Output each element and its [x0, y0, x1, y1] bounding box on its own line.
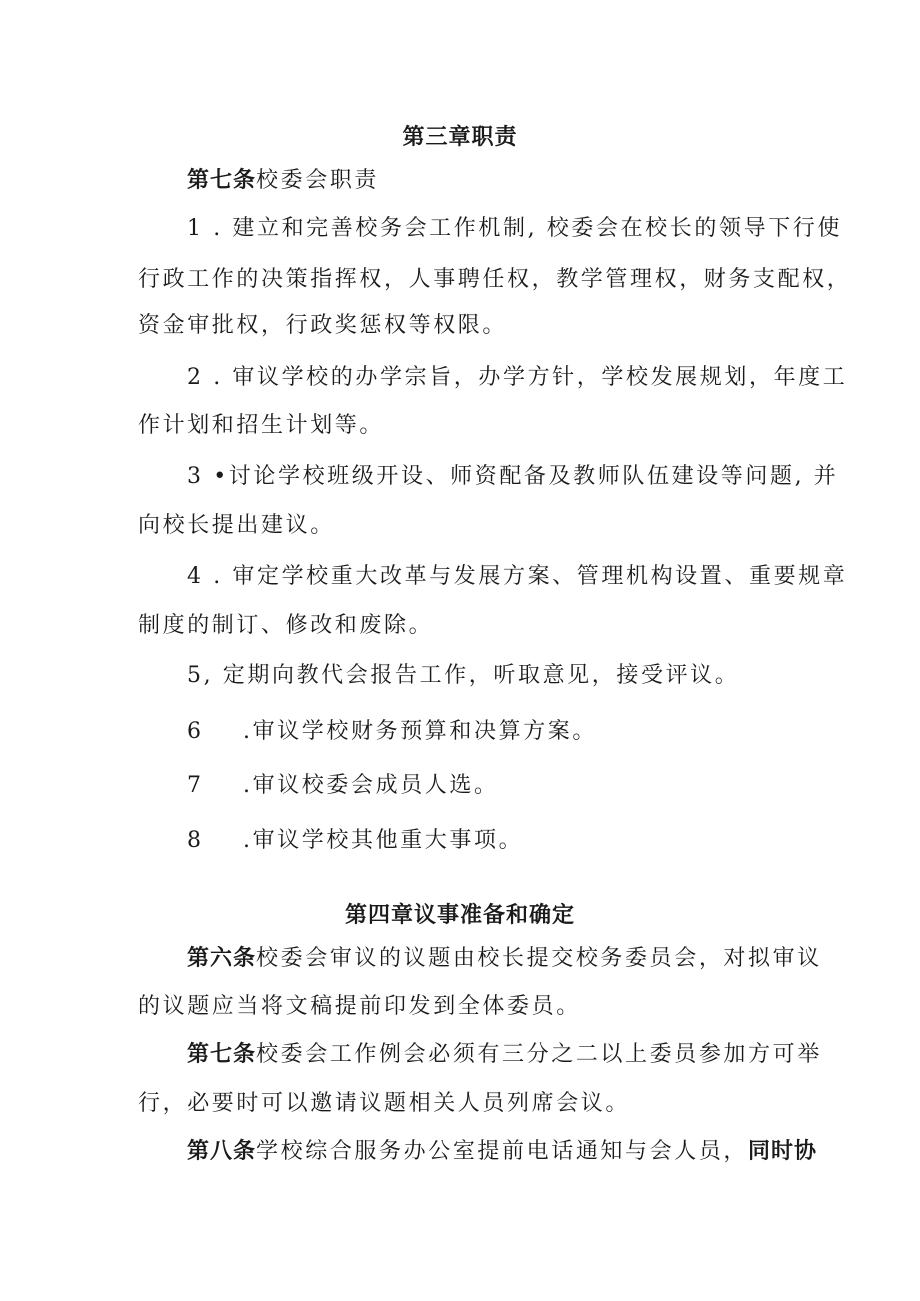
- item-6-text: .审议学校财务预算和决算方案。: [243, 719, 597, 744]
- article-7b-label: 第七条: [187, 1042, 257, 1067]
- article-8-bold-text: 同时协: [748, 1139, 818, 1164]
- article-6-text: 校委会审议的议题由校长提交校务委员会，对拟审议: [256, 946, 822, 971]
- item-4-line-1: 4 . 审定学校重大改革与发展方案、管理机构设置、重要规章: [187, 564, 848, 589]
- item-1-line-3: 资金审批权，行政奖惩权等权限。: [138, 313, 508, 338]
- item-3-line-2: 向校长提出建议。: [138, 513, 335, 538]
- article-7-label: 第七条: [187, 168, 257, 193]
- article-7b-line-1: [187, 1040, 847, 1070]
- item-4-line-2: 制度的制订、修改和废除。: [138, 613, 434, 638]
- item-5-line-1: 5, 定期向教代会报告工作，听取意见，接受评议。: [187, 663, 740, 688]
- chapter-3-title: 第三章职责: [402, 125, 518, 150]
- item-6-line: [187, 717, 847, 747]
- article-6-label: 第六条: [187, 946, 257, 971]
- item-7-number: 7: [187, 773, 204, 798]
- item-7-text: .审议校委会成员人选。: [243, 773, 499, 798]
- item-1-line-2: 行政工作的决策指挥权，人事聘任权，教学管理权，财务支配权，: [138, 267, 852, 292]
- item-2-line-2: 作计划和招生计划等。: [138, 413, 385, 438]
- chapter-4-title: 第四章议事准备和确定: [344, 903, 575, 928]
- item-6-number: 6: [187, 719, 204, 744]
- item-8-number: 8: [187, 828, 204, 853]
- article-7b-line-2: 行，必要时可以邀请议题相关人员列席会议。: [138, 1091, 631, 1116]
- item-8-line: [187, 826, 847, 856]
- article-7-text: 校委会职责: [256, 168, 380, 193]
- item-8-text: .审议学校其他重大事项。: [243, 828, 524, 853]
- article-6-line-2: 的议题应当将文稿提前印发到全体委员。: [138, 994, 581, 1019]
- article-8-label: 第八条: [187, 1139, 257, 1164]
- article-7b-text: 校委会工作例会必须有三分之二以上委员参加方可举: [256, 1042, 822, 1067]
- item-1-line-1: 1 . 建立和完善校务会工作机制, 校委会在校长的领导下行使: [187, 216, 842, 241]
- item-7-line: [187, 771, 847, 801]
- article-8-line-1: [187, 1137, 847, 1167]
- article-8-text: 学校综合服务办公室提前电话通知与会人员，: [256, 1139, 749, 1164]
- article-7-line: [187, 166, 847, 196]
- item-2-line-1: 2 . 审议学校的办学宗旨，办学方针，学校发展规划，年度工: [187, 365, 848, 390]
- item-3-line-1: 3 •讨论学校班级开设、师资配备及教师队伍建设等问题, 并: [187, 464, 839, 489]
- article-6-line-1: [187, 944, 847, 974]
